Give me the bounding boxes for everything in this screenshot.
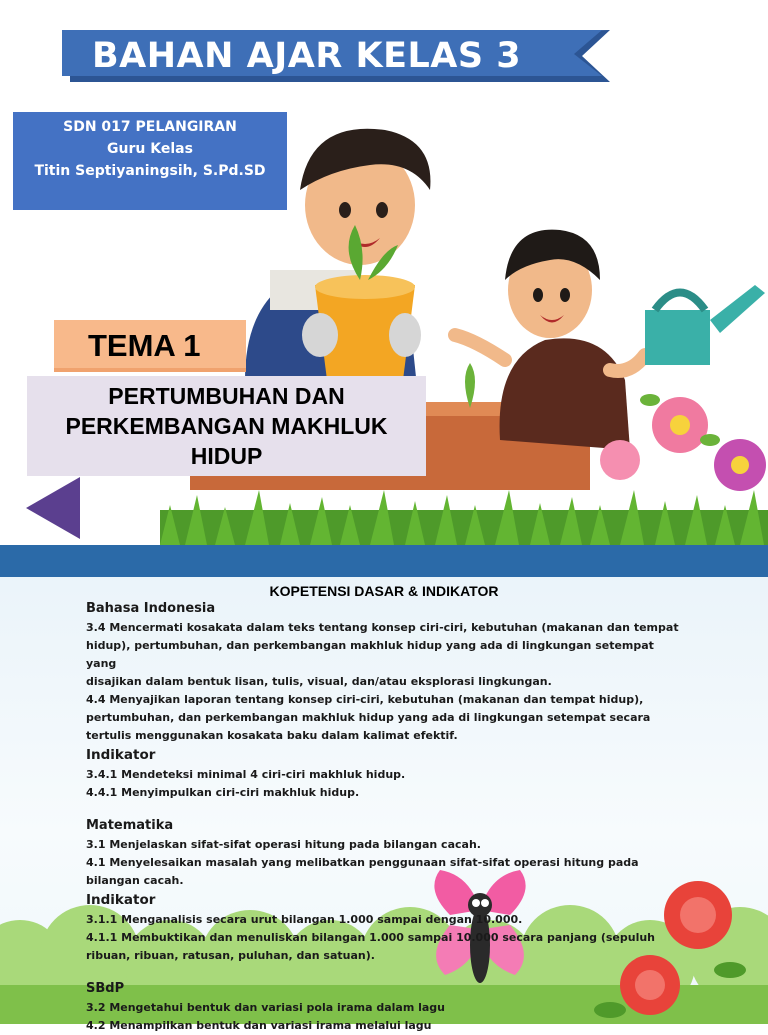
kd-text-line: hidup), pertumbuhan, dan perkembangan makhluk hidup yang ada di lingkungan setempat yang [86, 639, 654, 670]
kd-text-line: pertumbuhan, dan perkembangan makhluk hidup yang ada di lingkungan setempat secara [86, 711, 651, 724]
kd-text-line: disajikan dalam bentuk lisan, tulis, visual, dan/atau eksplorasi lingkungan. [86, 675, 552, 688]
indikator-heading: Indikator [86, 892, 156, 908]
indikator-line: 4.4.1 Menyimpulkan ciri-ciri makhluk hidup. [86, 786, 360, 799]
banner-title: BAHAN AJAR KELAS 3 [92, 36, 522, 76]
kd-text-line: 3.2 Mengetahui bentuk dan variasi pola irama dalam lagu [86, 1001, 446, 1014]
school-info-box [13, 112, 287, 210]
theme-title-line-2: PERKEMBANGAN MAKHLUK [65, 413, 388, 439]
school-name: SDN 017 PELANGIRAN [63, 119, 237, 135]
indikator-line: 3.4.1 Mendeteksi minimal 4 ciri-ciri makhluk hidup. [86, 768, 406, 781]
subject-bahasa-indonesia: Bahasa Indonesia [86, 601, 216, 616]
theme-title-box [27, 376, 426, 476]
kd-text-line: bilangan cacah. [86, 874, 184, 887]
slide-header-bar [0, 545, 768, 577]
kd-text-line: tertulis menggunakan kosakata baku dalam kalimat efektif. [86, 729, 458, 742]
teacher-name: Titin Septiyaningsih, S.Pd.SD [34, 163, 266, 179]
kd-text-line: 3.1 Menjelaskan sifat-sifat operasi hitung pada bilangan cacah. [86, 838, 481, 851]
indikator-heading: Indikator [86, 747, 156, 763]
subject-sbdp: SBdP [86, 981, 125, 996]
indikator-line: 3.1.1 Menganalisis secara urut bilangan 1.000 sampai dengan 10.000. [86, 913, 523, 926]
back-arrow-icon[interactable] [26, 477, 81, 539]
teacher-role: Guru Kelas [107, 141, 193, 157]
competency-slide [0, 545, 768, 1032]
competency-heading: KOPETENSI DASAR & INDIKATOR [269, 583, 499, 599]
kd-text-line: 4.4 Menyajikan laporan tentang konsep ciri-ciri, kebutuhan (makanan dan tempat hidup), [86, 693, 644, 706]
grass-strip [0, 470, 768, 545]
subject-matematika: Matematika [86, 818, 174, 833]
kd-text-line: 3.4 Mencermati kosakata dalam teks tentang konsep ciri-ciri, kebutuhan (makanan dan tempat [86, 621, 679, 634]
theme-title-line-1: PERTUMBUHAN DAN [108, 383, 345, 409]
kd-text-line: 4.2 Menampilkan bentuk dan variasi irama melalui lagu [86, 1019, 432, 1032]
indikator-line: 4.1.1 Membuktikan dan menuliskan bilangan 1.000 sampai 10.000 secara panjang (sepuluh [86, 931, 656, 944]
theme-title-line-3: HIDUP [190, 443, 263, 469]
indikator-line: ribuan, ribuan, ratusan, puluhan, dan satuan). [86, 949, 375, 962]
tema-label: TEMA 1 [54, 320, 246, 372]
kd-text-line: 4.1 Menyelesaikan masalah yang melibatkan penggunaan sifat-sifat operasi hitung pada [86, 856, 639, 869]
title-banner [62, 30, 610, 82]
competency-content [86, 601, 686, 1035]
